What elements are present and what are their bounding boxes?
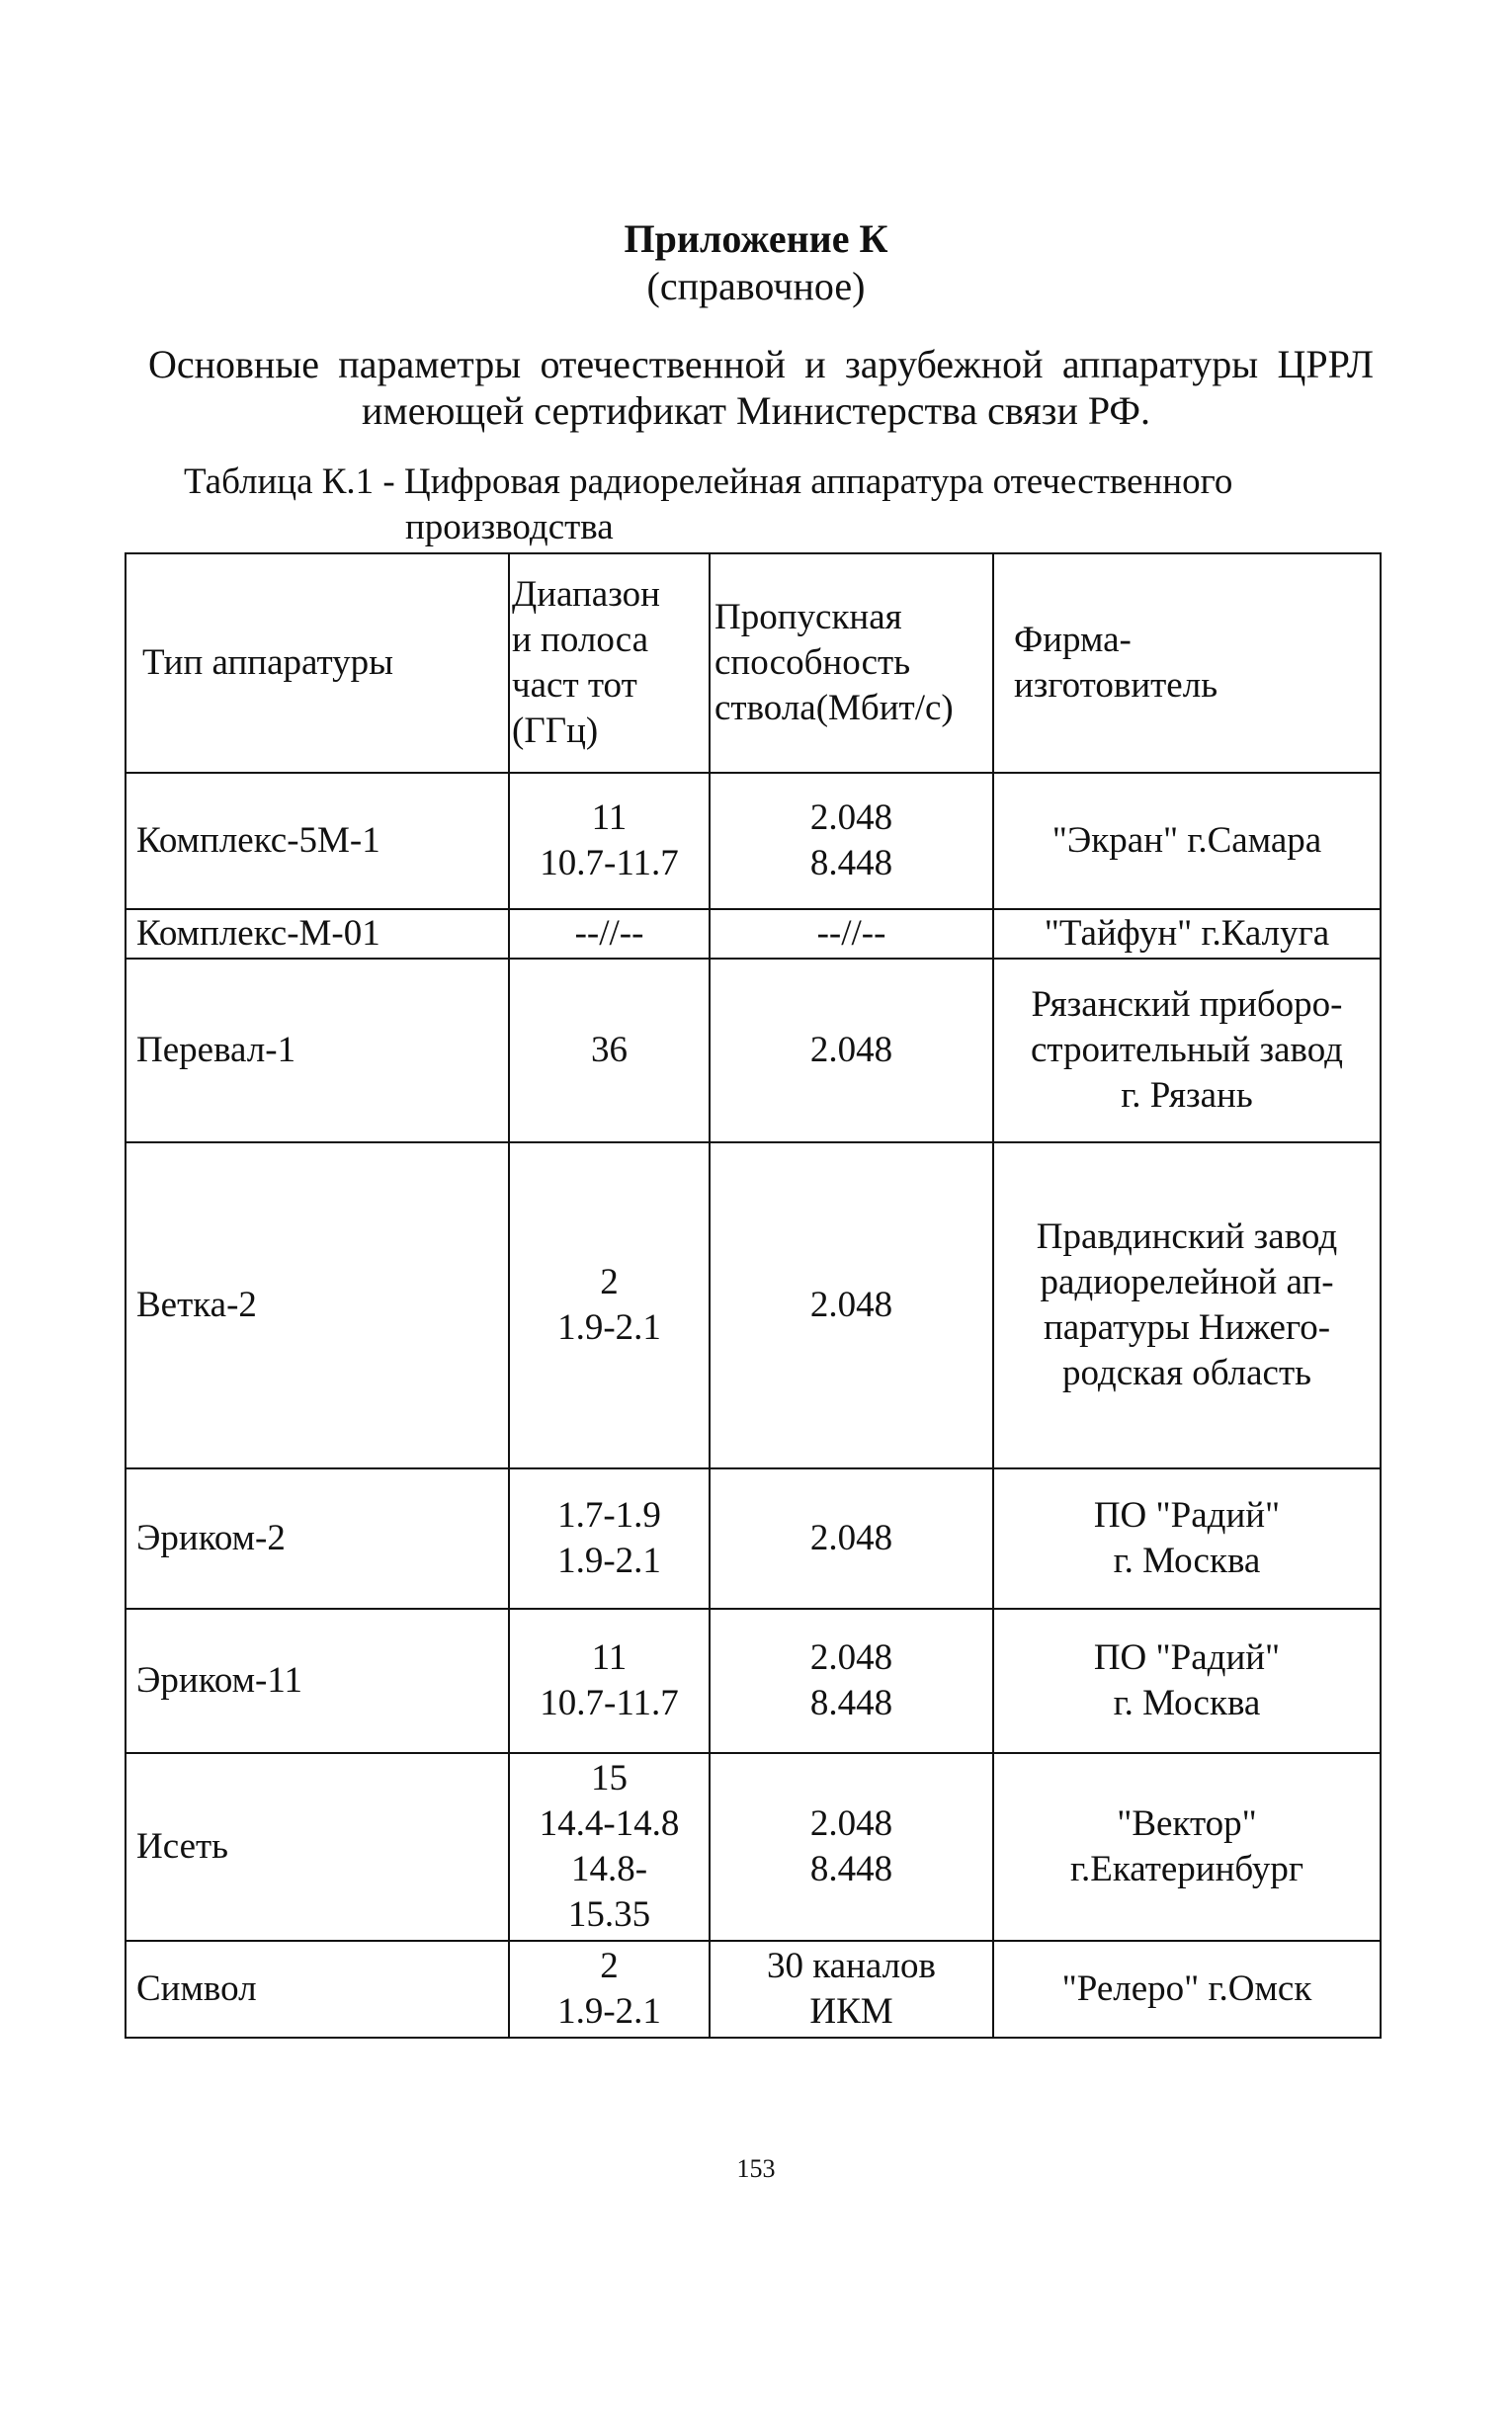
cell-capacity: 2.048 [710, 1468, 993, 1609]
cell-capacity: 2.048 8.448 [710, 1753, 993, 1941]
cell-capacity: 2.048 8.448 [710, 1609, 993, 1753]
header-capacity: Пропускная способность ствола(Мбит/с) [710, 553, 993, 773]
header-frequency-range: Диапазон и полоса част тот (ГГц) [509, 553, 710, 773]
cell-frequency-range: 15 14.4-14.8 14.8- 15.35 [509, 1753, 710, 1941]
table-row [126, 959, 1381, 1142]
cell-frequency-range: 2 1.9-2.1 [509, 1941, 710, 2038]
cell-manufacturer: "Вектор" г.Екатеринбург [993, 1753, 1381, 1941]
table-row [126, 909, 1381, 959]
table-row [126, 1753, 1381, 1941]
cell-manufacturer: ПО "Радий" г. Москва [993, 1609, 1381, 1753]
table-row [126, 1609, 1381, 1753]
cell-frequency-range: 2 1.9-2.1 [509, 1142, 710, 1468]
cell-equipment-type: Эриком-11 [126, 1609, 509, 1753]
table-row [126, 1142, 1381, 1468]
cell-manufacturer: ПО "Радий" г. Москва [993, 1468, 1381, 1609]
table-caption-line-1: Таблица К.1 - Цифровая радиорелейная аппаратура отечественного [184, 461, 1233, 502]
cell-frequency-range: 11 10.7-11.7 [509, 773, 710, 909]
cell-frequency-range: 1.7-1.9 1.9-2.1 [509, 1468, 710, 1609]
cell-equipment-type: Эриком-2 [126, 1468, 509, 1609]
page-number: 153 [736, 2154, 776, 2183]
cell-equipment-type: Комплекс-5М-1 [126, 773, 509, 909]
cell-frequency-range: 11 10.7-11.7 [509, 1609, 710, 1753]
cell-equipment-type: Символ [126, 1941, 509, 2038]
table-header-row [126, 553, 1381, 773]
cell-manufacturer: "Экран" г.Самара [993, 773, 1381, 909]
appendix-type: (справочное) [646, 264, 866, 308]
equipment-table [125, 552, 1382, 2039]
appendix-title: Приложение К [624, 216, 888, 261]
cell-capacity: 2.048 [710, 959, 993, 1142]
cell-equipment-type: Комплекс-М-01 [126, 909, 509, 959]
section-heading-line-1: Основные параметры отечественной и зарубежной аппаратуры ЦРРЛ [148, 342, 1374, 386]
cell-capacity: 2.048 8.448 [710, 773, 993, 909]
cell-equipment-type: Ветка-2 [126, 1142, 509, 1468]
table-row [126, 1468, 1381, 1609]
cell-capacity: 30 каналов ИКМ [710, 1941, 993, 2038]
table-caption-line-2: производства [405, 507, 614, 547]
cell-frequency-range: --//-- [509, 909, 710, 959]
cell-manufacturer: "Релеро" г.Омск [993, 1941, 1381, 2038]
cell-manufacturer: Рязанский приборо- строительный завод г. Рязань [993, 959, 1381, 1142]
cell-frequency-range: 36 [509, 959, 710, 1142]
table-row [126, 1941, 1381, 2038]
cell-capacity: 2.048 [710, 1142, 993, 1468]
header-equipment-type: Тип аппаратуры [126, 553, 509, 773]
header-manufacturer: Фирма- изготовитель [993, 553, 1381, 773]
cell-equipment-type: Перевал-1 [126, 959, 509, 1142]
cell-manufacturer: "Тайфун" г.Калуга [993, 909, 1381, 959]
cell-equipment-type: Исеть [126, 1753, 509, 1941]
section-heading-line-2: имеющей сертификат Министерства связи РФ. [361, 388, 1151, 433]
cell-capacity: --//-- [710, 909, 993, 959]
table-row [126, 773, 1381, 909]
cell-manufacturer: Правдинский завод радиорелейной ап- паратуры Нижего- родская область [993, 1142, 1381, 1468]
